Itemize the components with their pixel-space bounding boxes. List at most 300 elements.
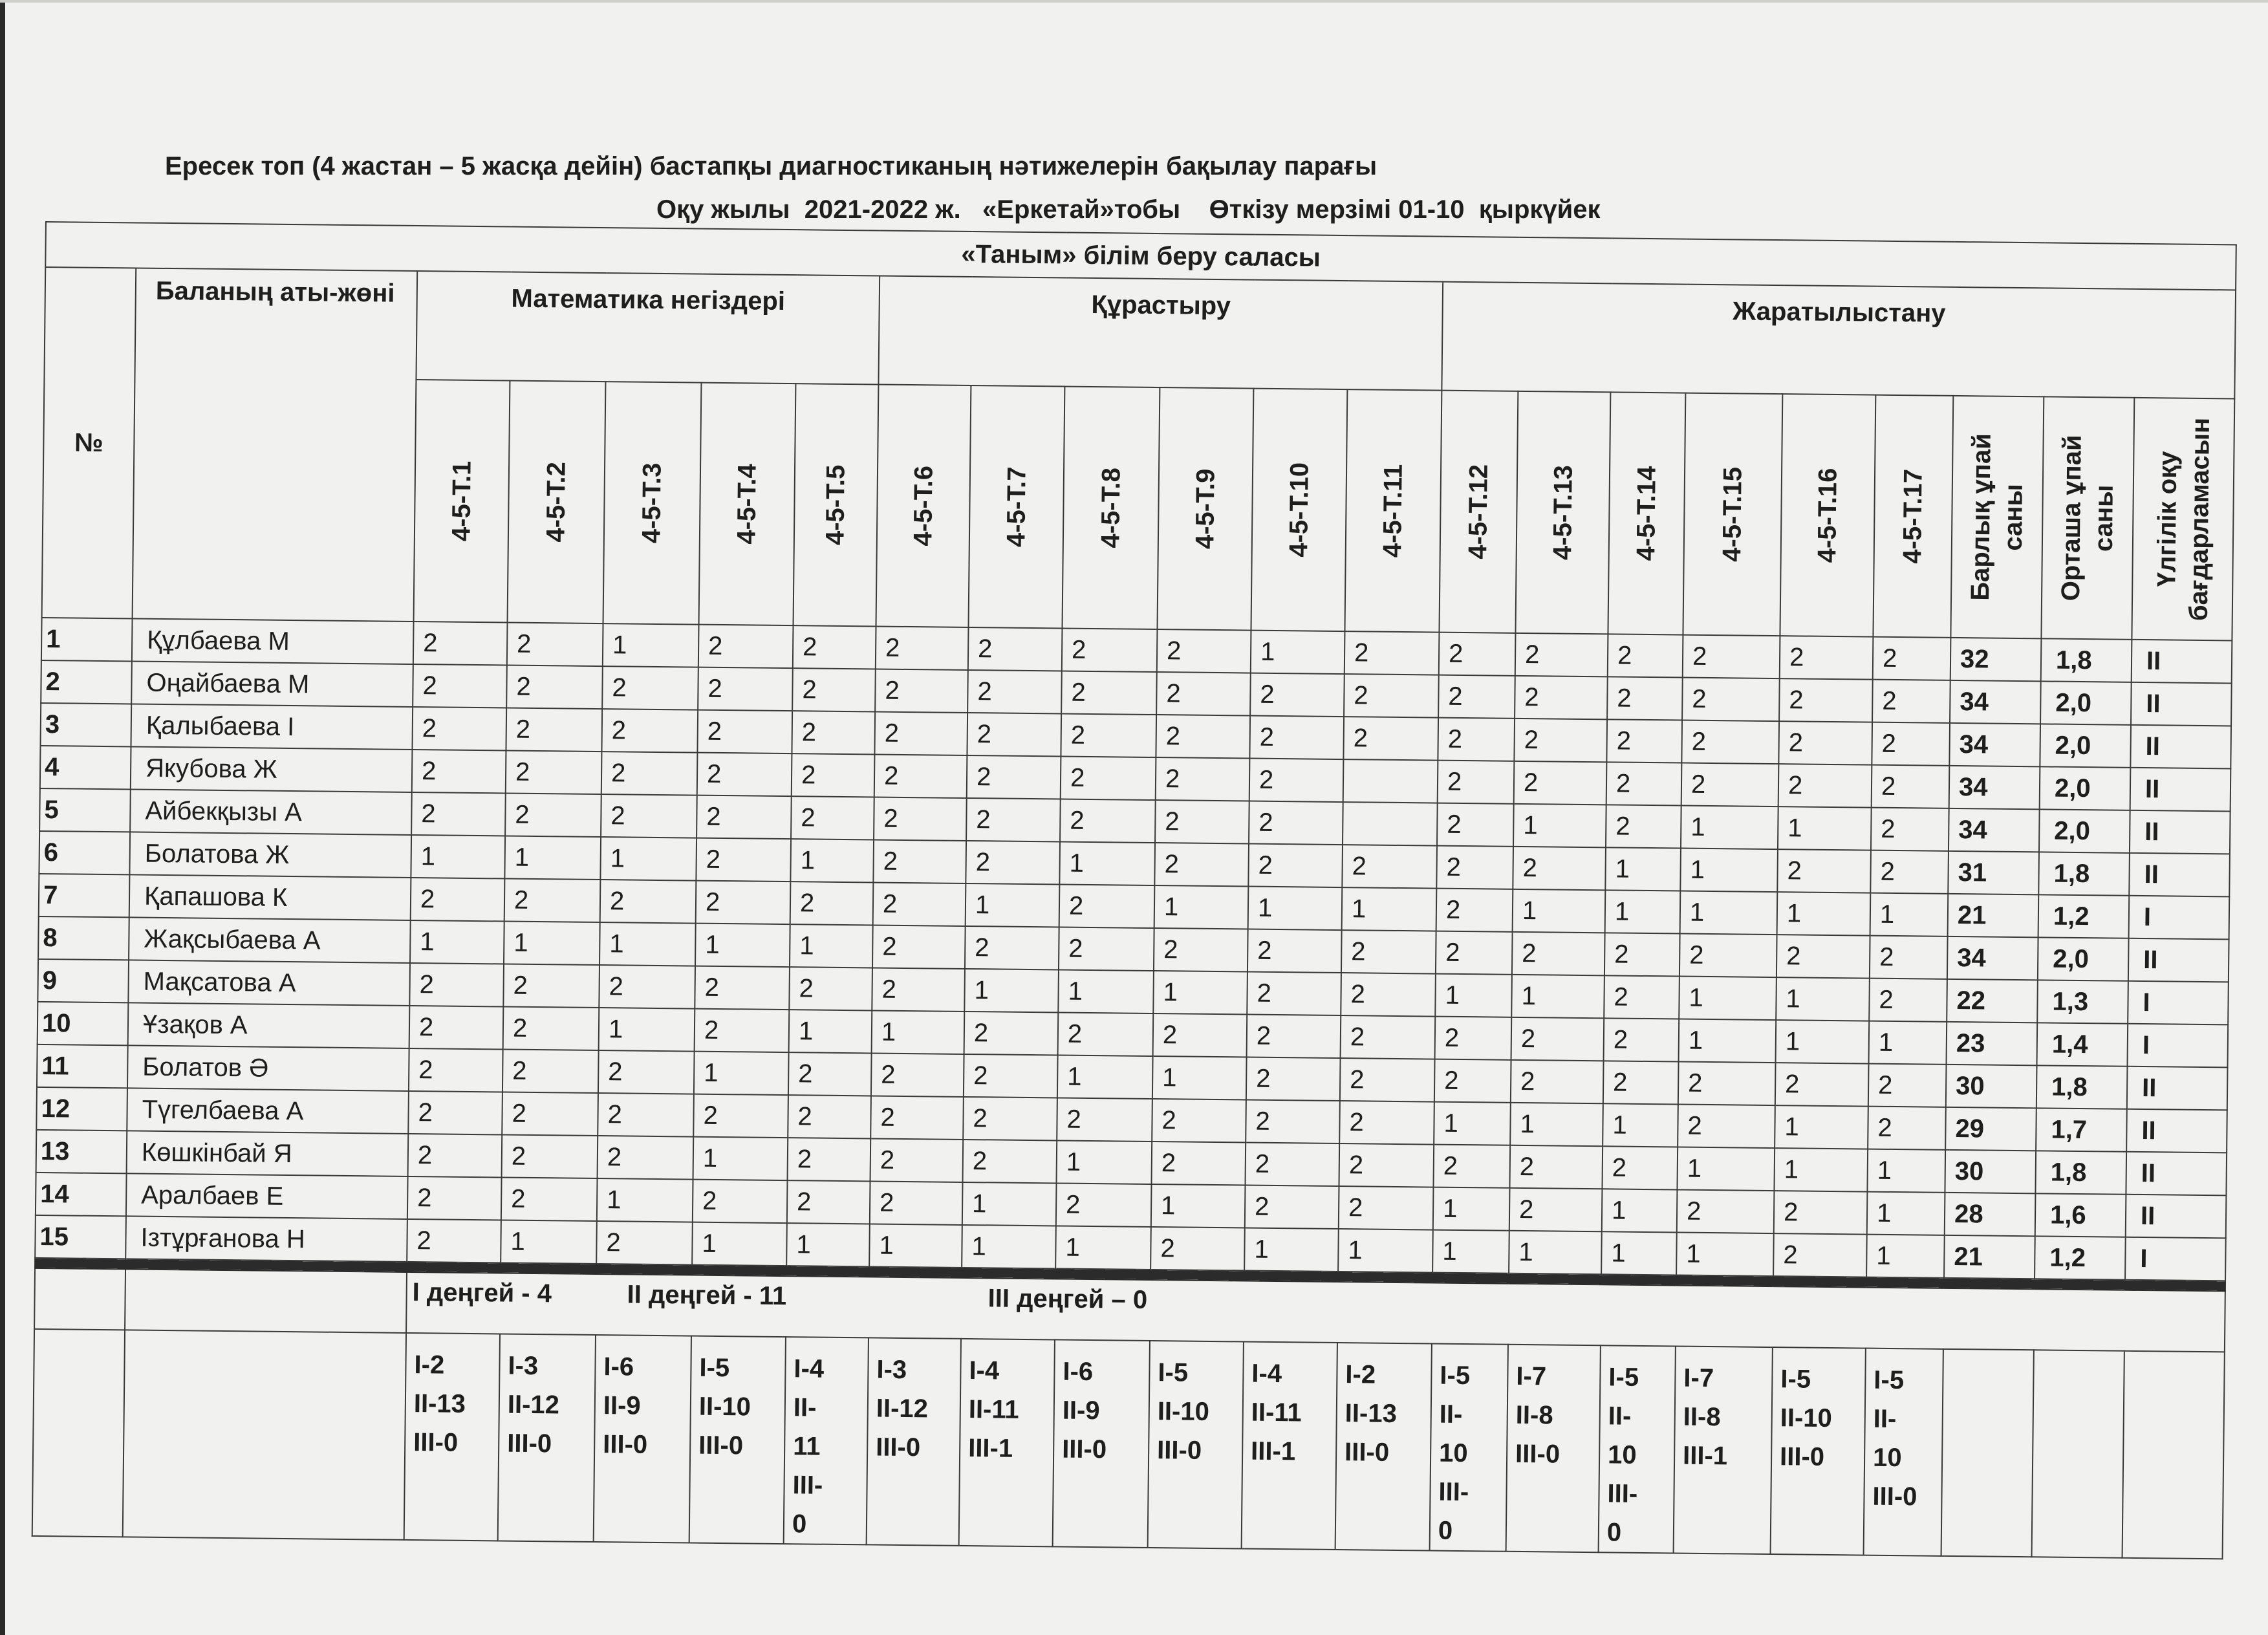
- score-cell: 1: [1677, 1147, 1775, 1191]
- score-cell: 2: [1247, 929, 1342, 973]
- prog-header: [2132, 398, 2234, 641]
- score-cell: 1: [1777, 892, 1871, 936]
- row-number: 8: [38, 916, 129, 960]
- level-cell: II: [2132, 640, 2232, 684]
- score-cell: 2: [599, 965, 695, 1009]
- score-cell: 2: [964, 1054, 1058, 1098]
- task-summary-cell: [1864, 1348, 1943, 1556]
- name-header: Баланың аты-жөні: [133, 268, 418, 622]
- level-cell: II: [2130, 768, 2231, 812]
- task-header-label: 4-5-Т.5: [821, 464, 850, 546]
- child-name: Оңайбаева М: [131, 661, 413, 707]
- score-cell: 1: [1681, 806, 1778, 850]
- score-cell: 1: [1244, 1228, 1339, 1272]
- score-cell: 1: [790, 839, 874, 882]
- score-cell: 2: [506, 708, 602, 752]
- score-cell: 2: [1603, 1061, 1679, 1104]
- score-cell: 2: [1154, 928, 1248, 972]
- average-score: 1,4: [2036, 1023, 2128, 1066]
- score-cell: 1: [789, 1010, 872, 1053]
- score-cell: 2: [506, 751, 602, 795]
- score-cell: 1: [1867, 1192, 1945, 1235]
- task-summary-line: ІІІ-: [792, 1471, 823, 1500]
- score-cell: 2: [1515, 676, 1608, 719]
- average-score: 1,2: [2035, 1236, 2126, 1279]
- score-cell: 2: [502, 1092, 598, 1136]
- scan-edge: [0, 0, 5, 1635]
- task-summary-line: ІІ-9: [603, 1391, 641, 1420]
- score-cell: 2: [413, 622, 508, 666]
- score-cell: 2: [967, 670, 1062, 714]
- score-cell: 2: [1778, 764, 1872, 808]
- total-score: 34: [1950, 680, 2041, 724]
- score-cell: 2: [787, 1180, 870, 1224]
- score-cell: 2: [1514, 719, 1607, 762]
- task-header: [794, 384, 879, 626]
- number-header: №: [42, 267, 136, 618]
- task-summary-cell: [867, 1337, 961, 1545]
- score-cell: 1: [1510, 1103, 1603, 1146]
- score-cell: 2: [600, 880, 697, 924]
- task-summary-line: ІІІ-0: [698, 1431, 744, 1460]
- score-cell: 1: [1055, 1226, 1151, 1270]
- score-cell: 2: [409, 1048, 503, 1092]
- task-summary-line: ІІІ-0: [1061, 1435, 1107, 1464]
- task-summary: [1054, 1340, 1149, 1469]
- score-cell: 2: [1681, 763, 1779, 807]
- score-cell: 2: [875, 669, 968, 712]
- score-cell: 2: [1775, 1063, 1869, 1107]
- average-score: 1,8: [2036, 1065, 2128, 1109]
- task-header: [1062, 387, 1160, 630]
- task-header-label: 4-5-Т.8: [1096, 467, 1126, 548]
- score-cell: 2: [793, 625, 876, 669]
- task-summary-cell: [1053, 1339, 1150, 1548]
- score-cell: 2: [1152, 1142, 1246, 1186]
- score-cell: 1: [1776, 1020, 1870, 1064]
- task-summary-line: ІІ-: [1873, 1404, 1897, 1434]
- score-cell: 2: [963, 1097, 1057, 1141]
- child-name: Ізтұрғанова Н: [125, 1216, 407, 1262]
- task-summary-line: 0: [1606, 1518, 1622, 1547]
- score-cell: 1: [1432, 1230, 1509, 1273]
- task-summary: [1507, 1345, 1600, 1474]
- score-cell: 2: [873, 882, 966, 926]
- score-cell: 2: [1778, 721, 1872, 765]
- task-summary-cell: [404, 1333, 500, 1541]
- total-score: 29: [1945, 1107, 2036, 1151]
- summary-blank-average: [2032, 1350, 2124, 1557]
- score-cell: 1: [693, 1137, 788, 1181]
- score-cell: 2: [788, 1138, 871, 1181]
- task-header: [1683, 393, 1782, 636]
- score-cell: 2: [408, 1091, 502, 1135]
- total-score: 31: [1948, 851, 2039, 894]
- average-score: 2,0: [2039, 809, 2130, 852]
- row-number: 15: [35, 1215, 126, 1259]
- score-cell: 1: [1433, 1187, 1510, 1231]
- average-score: 1,3: [2037, 980, 2128, 1023]
- score-cell: 2: [1606, 762, 1682, 805]
- score-cell: 2: [1679, 934, 1777, 978]
- score-cell: 2: [1869, 979, 1947, 1022]
- task-summary-line: І-4: [794, 1354, 825, 1383]
- task-header-label: 4-5-Т.4: [732, 463, 762, 545]
- task-summary-line: ІІІ-0: [1156, 1436, 1202, 1465]
- total-score: 28: [1945, 1193, 2036, 1236]
- score-cell: 2: [1512, 932, 1605, 975]
- task-header: [603, 382, 702, 625]
- score-cell: 2: [1247, 1015, 1341, 1059]
- results-table: [32, 221, 2237, 1559]
- score-cell: 2: [1339, 1143, 1434, 1187]
- average-score: 1,7: [2036, 1108, 2127, 1151]
- score-cell: 2: [1059, 927, 1154, 971]
- score-cell: 1: [1058, 969, 1154, 1013]
- score-cell: 2: [1246, 1057, 1341, 1101]
- task-header-label: 4-5-Т.10: [1284, 462, 1314, 558]
- total-header-line1: Барлық ұпай: [1966, 433, 1996, 601]
- score-cell: 1: [1151, 1184, 1246, 1228]
- score-cell: 1: [1057, 1055, 1153, 1099]
- task-summary-line: І-2: [414, 1350, 445, 1380]
- level-cell: II: [2131, 682, 2232, 726]
- score-cell: 2: [1341, 1015, 1436, 1059]
- task-header: [1873, 395, 1953, 638]
- task-summary-line: І-6: [603, 1352, 634, 1381]
- prog-header-label: [2150, 417, 2216, 621]
- score-cell: 1: [1866, 1235, 1945, 1278]
- score-cell: 1: [1776, 977, 1870, 1021]
- task-summary-line: ІІІ-0: [413, 1428, 459, 1457]
- average-score: 1,8: [2041, 638, 2132, 682]
- score-cell: 2: [1604, 933, 1680, 976]
- domain-banner: «Таным» білім беру саласы: [45, 222, 2236, 290]
- score-cell: 2: [1779, 678, 1873, 722]
- score-cell: 2: [598, 1136, 694, 1180]
- score-cell: 1: [1603, 1103, 1678, 1147]
- child-name: Құлбаева М: [132, 618, 414, 664]
- total-score: 32: [1950, 638, 2042, 681]
- task-summary-cell: [1674, 1346, 1773, 1554]
- task-summary-line: І-4: [1251, 1359, 1282, 1389]
- score-cell: 1: [1513, 889, 1606, 933]
- total-header-line2: саны: [1998, 484, 2028, 551]
- total-score: 34: [1947, 937, 2038, 980]
- score-cell: 2: [1439, 633, 1516, 676]
- score-cell: 2: [698, 625, 794, 669]
- score-cell: 1: [599, 922, 696, 966]
- score-cell: 1: [1601, 1231, 1677, 1275]
- score-cell: 2: [1777, 849, 1871, 893]
- score-cell: 2: [1870, 936, 1948, 979]
- levels-blank-number: [34, 1268, 125, 1330]
- total-score: 21: [1944, 1235, 2035, 1279]
- child-name: Түгелбаева А: [127, 1088, 409, 1134]
- task-summary-line: ІІ-8: [1683, 1402, 1721, 1432]
- child-name: Болатов Ә: [127, 1045, 409, 1091]
- score-cell: 1: [964, 969, 1059, 1013]
- task-header: [414, 380, 510, 622]
- score-cell: 2: [1245, 1186, 1339, 1229]
- task-summary: [1431, 1345, 1507, 1551]
- score-cell: 1: [501, 1220, 597, 1264]
- level-count-l2: ІІ деңгей - 11: [627, 1280, 787, 1311]
- score-cell: 2: [1774, 1191, 1868, 1235]
- score-cell: 1: [1605, 847, 1681, 891]
- score-cell: 2: [792, 711, 875, 754]
- level-count-l1: І деңгей - 4: [412, 1278, 552, 1308]
- score-cell: 2: [598, 1050, 695, 1094]
- score-cell: 2: [1438, 675, 1515, 719]
- group-math-header: Математика негіздері: [416, 271, 880, 384]
- task-summary-line: І-5: [1874, 1365, 1905, 1395]
- score-cell: 2: [1604, 975, 1679, 1019]
- task-header-label: 4-5-Т.11: [1378, 464, 1408, 558]
- score-cell: 1: [1057, 1140, 1152, 1184]
- score-cell: 1: [1605, 890, 1681, 933]
- score-cell: 2: [1341, 930, 1436, 974]
- score-cell: 1: [1152, 1056, 1247, 1100]
- score-cell: 2: [1247, 972, 1341, 1016]
- task-summary-line: 10: [1607, 1440, 1637, 1469]
- total-score: 22: [1947, 979, 2038, 1023]
- task-header-label: 4-5-Т.1: [446, 460, 477, 542]
- score-cell: 1: [1676, 1233, 1774, 1277]
- score-cell: 2: [874, 754, 967, 797]
- score-cell: 2: [1155, 800, 1249, 844]
- task-summary-line: ІІ-9: [1062, 1396, 1100, 1425]
- task-header-label: 4-5-Т.14: [1632, 466, 1661, 561]
- average-score: 2,0: [2040, 681, 2132, 724]
- task-summary-line: І-5: [1780, 1365, 1811, 1394]
- score-cell: 2: [1345, 631, 1440, 675]
- score-cell: 1: [1870, 893, 1949, 937]
- task-header: [1157, 387, 1253, 630]
- level-cell: II: [2129, 853, 2230, 897]
- score-cell: 2: [872, 925, 966, 968]
- score-cell: 2: [1249, 801, 1343, 845]
- score-cell: 1: [1059, 841, 1155, 885]
- score-cell: 2: [413, 664, 507, 708]
- row-number: 2: [41, 660, 132, 704]
- score-cell: 2: [967, 713, 1061, 757]
- score-cell: 2: [502, 1134, 598, 1178]
- avg-header-line2: саны: [2089, 484, 2119, 552]
- summary-blank-name: [123, 1330, 406, 1540]
- score-cell: 1: [869, 1224, 962, 1267]
- score-cell: 1: [1602, 1189, 1678, 1232]
- row-number: 7: [39, 874, 130, 917]
- score-cell: 2: [1602, 1146, 1678, 1189]
- task-summary-row: [32, 1329, 2225, 1559]
- score-cell: 2: [411, 878, 505, 922]
- score-cell: 2: [1059, 884, 1155, 928]
- score-cell: 2: [1249, 716, 1344, 760]
- task-header-label: 4-5-Т.9: [1190, 468, 1220, 550]
- task-summary: [868, 1338, 960, 1467]
- score-cell: 2: [1249, 759, 1344, 803]
- task-summary-line: ІІ-12: [876, 1394, 929, 1424]
- score-cell: 2: [966, 798, 1061, 842]
- score-cell: 2: [1438, 718, 1515, 761]
- score-cell: 2: [1436, 846, 1513, 889]
- task-summary-line: ІІІ-1: [967, 1434, 1013, 1463]
- task-summary-line: ІІІ-0: [603, 1430, 648, 1459]
- task-header: [1439, 391, 1518, 633]
- score-cell: 1: [1679, 977, 1777, 1021]
- score-cell: 2: [1606, 805, 1681, 848]
- score-cell: 2: [1150, 1227, 1245, 1271]
- document-title: Ересек топ (4 жастан – 5 жасқа дейін) бастапқы диагностиканың нәтижелерін бақылау парағы: [165, 152, 1377, 180]
- row-number: 14: [36, 1173, 127, 1216]
- row-number: 1: [41, 618, 133, 661]
- score-cell: 2: [408, 1134, 502, 1178]
- score-cell: 2: [1438, 761, 1515, 804]
- total-score: 23: [1947, 1022, 2038, 1065]
- score-cell: 1: [1251, 631, 1345, 675]
- score-cell: 2: [1433, 1145, 1510, 1188]
- task-summary-cell: [1430, 1344, 1508, 1552]
- task-summary-line: 11: [792, 1432, 821, 1461]
- task-summary: [960, 1339, 1054, 1468]
- score-cell: 2: [506, 666, 603, 709]
- avg-header-label: [2055, 435, 2121, 601]
- task-summary-line: ІІ-: [1608, 1402, 1632, 1431]
- score-cell: 1: [1248, 887, 1343, 931]
- total-score: 34: [1949, 808, 2040, 852]
- score-cell: 2: [409, 963, 504, 1007]
- task-header: [508, 381, 606, 624]
- score-cell: 2: [872, 968, 965, 1011]
- child-name: Айбекқызы А: [130, 789, 412, 835]
- score-cell: 1: [962, 1225, 1056, 1269]
- score-cell: 2: [870, 1181, 963, 1224]
- score-cell: 2: [1678, 1105, 1775, 1149]
- level-cell: II: [2130, 725, 2231, 769]
- score-cell: 2: [966, 841, 1060, 885]
- task-summary-line: ІІ-8: [1515, 1400, 1553, 1430]
- score-cell: [1343, 802, 1438, 846]
- score-cell: 2: [968, 627, 1063, 671]
- score-cell: 2: [791, 796, 874, 839]
- score-cell: 2: [1154, 843, 1249, 887]
- task-header-label: 4-5-Т.15: [1718, 466, 1747, 562]
- score-cell: 2: [1873, 637, 1951, 680]
- score-cell: 2: [412, 750, 506, 794]
- score-cell: 2: [1871, 808, 1949, 851]
- score-cell: 2: [407, 1176, 502, 1220]
- task-summary-line: ІІІ-0: [1515, 1439, 1561, 1469]
- task-summary-line: ІІ-10: [1157, 1397, 1210, 1426]
- task-header-label: 4-5-Т.7: [1001, 466, 1031, 548]
- score-cell: 2: [1339, 1186, 1434, 1230]
- score-cell: 2: [1511, 1060, 1604, 1103]
- score-cell: 2: [1152, 1099, 1246, 1143]
- score-cell: 2: [1342, 845, 1437, 889]
- score-cell: 1: [1509, 1231, 1602, 1274]
- level-cell: II: [2130, 810, 2230, 854]
- task-summary-line: І-3: [508, 1351, 539, 1381]
- score-cell: 1: [599, 1008, 695, 1052]
- row-number: 13: [36, 1130, 127, 1173]
- level-cell: I: [2129, 896, 2230, 940]
- task-summary: [1675, 1347, 1772, 1477]
- score-cell: 1: [603, 623, 699, 667]
- results-sheet: [32, 221, 2237, 1559]
- total-score: 34: [1949, 766, 2040, 809]
- task-summary-line: ІІІ-0: [507, 1429, 552, 1458]
- task-summary: [499, 1334, 595, 1464]
- score-cell: 1: [694, 1052, 789, 1096]
- task-summary-cell: [784, 1337, 869, 1544]
- score-cell: 2: [1514, 761, 1607, 805]
- score-cell: 2: [1344, 674, 1439, 718]
- score-cell: 2: [1061, 756, 1156, 800]
- score-cell: 1: [1869, 1021, 1947, 1065]
- level-count-l3: ІІІ деңгей – 0: [988, 1284, 1148, 1314]
- task-summary-cell: [1599, 1345, 1676, 1553]
- score-cell: 2: [1246, 1100, 1340, 1144]
- task-summary-line: ІІ-10: [698, 1392, 751, 1422]
- score-cell: 2: [1061, 713, 1156, 757]
- score-cell: 2: [1156, 715, 1250, 759]
- level-cell: II: [2127, 1067, 2228, 1110]
- score-cell: 2: [697, 710, 792, 754]
- score-cell: 1: [1679, 1019, 1777, 1063]
- task-summary-line: ІІ-: [793, 1393, 817, 1422]
- score-cell: 2: [407, 1219, 501, 1263]
- score-cell: 2: [601, 709, 698, 753]
- task-summary-line: І-7: [1683, 1363, 1714, 1393]
- score-cell: 2: [1156, 672, 1251, 716]
- score-cell: 2: [870, 1096, 964, 1139]
- task-summary-line: ІІІ-: [1607, 1479, 1638, 1508]
- score-cell: 2: [1250, 673, 1345, 717]
- score-cell: 1: [966, 883, 1060, 927]
- summary-blank-total: [1941, 1349, 2034, 1557]
- child-name: Аралбаев Е: [126, 1173, 408, 1219]
- average-score: 2,0: [2040, 724, 2131, 767]
- task-summary-line: 10: [1872, 1443, 1902, 1473]
- task-summary: [405, 1334, 499, 1462]
- score-cell: 2: [792, 753, 875, 797]
- task-summary-line: ІІІ-: [1438, 1477, 1469, 1507]
- total-score: 30: [1945, 1150, 2036, 1193]
- child-name: Қалыбаева І: [131, 704, 413, 750]
- level-cell: I: [2127, 1024, 2228, 1068]
- score-cell: 2: [874, 797, 967, 840]
- task-summary-line: І-3: [876, 1355, 907, 1385]
- score-cell: 2: [871, 1053, 964, 1096]
- score-cell: 2: [1509, 1145, 1603, 1189]
- score-cell: 2: [876, 626, 969, 669]
- task-header-label: 4-5-Т.6: [908, 465, 938, 547]
- average-score: 1,6: [2035, 1193, 2126, 1237]
- score-cell: 2: [1437, 803, 1514, 847]
- score-cell: 2: [693, 1094, 788, 1138]
- task-summary-cell: [1335, 1343, 1432, 1551]
- score-cell: 2: [1435, 1017, 1512, 1060]
- task-summary-line: ІІІ-1: [1682, 1441, 1728, 1471]
- score-cell: 2: [1058, 1012, 1154, 1056]
- score-cell: 2: [1057, 1098, 1152, 1142]
- task-summary: [691, 1337, 785, 1466]
- task-summary-line: ІІІ-0: [875, 1433, 921, 1462]
- score-cell: 2: [598, 1093, 694, 1137]
- task-summary-line: ІІ-13: [413, 1389, 466, 1418]
- task-summary-line: 0: [1438, 1516, 1453, 1545]
